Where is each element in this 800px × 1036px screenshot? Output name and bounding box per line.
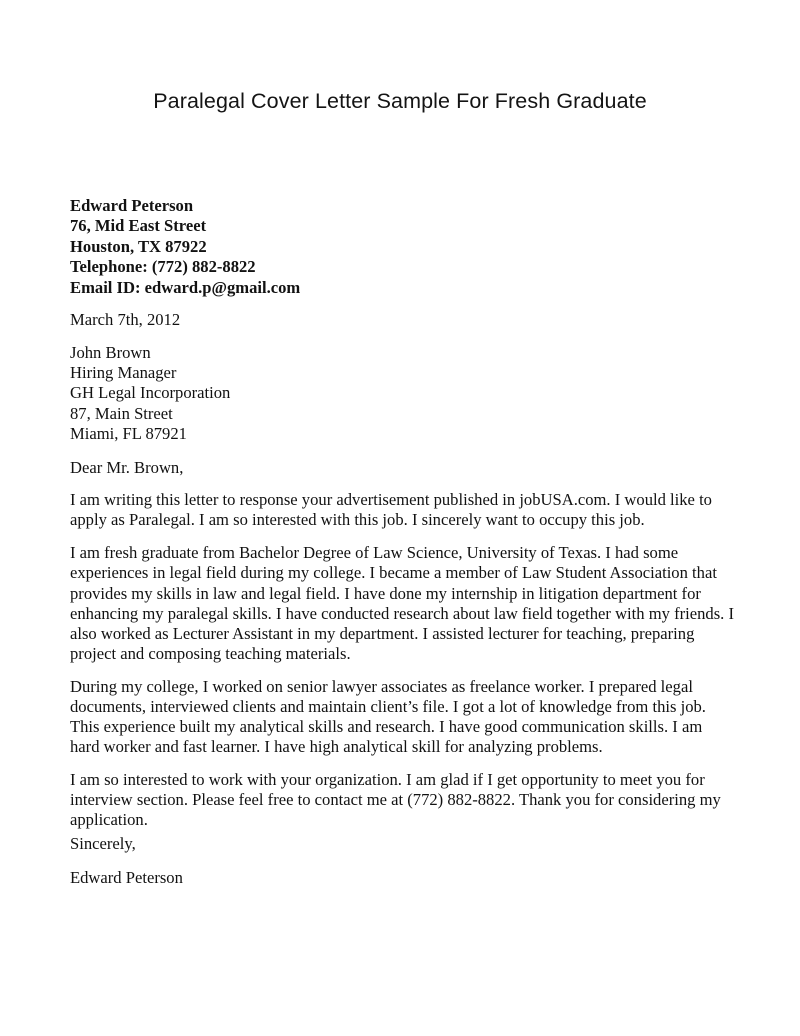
salutation: Dear Mr. Brown, <box>70 457 184 477</box>
sender-street: 76, Mid East Street <box>70 216 207 236</box>
sender-telephone: Telephone: (772) 882-8822 <box>70 257 256 277</box>
recipient-city-state-zip: Miami, FL 87921 <box>70 424 187 444</box>
recipient-job-title: Hiring Manager <box>70 363 177 383</box>
body-paragraph-1: I am writing this letter to response your advertisement published in jobUSA.com. I would like to apply as Paralegal. I am so interested with this job. I sincerely want to occupy this job. <box>70 490 712 530</box>
letter-date: March 7th, 2012 <box>70 310 181 330</box>
body-paragraph-4: I am so interested to work with your organization. I am glad if I get opportunity to meet you for interview section. Please feel free to contact me at (772) 882-8822. Thank you for considering my application. <box>70 770 721 830</box>
sender-name: Edward Peterson <box>70 196 194 215</box>
sender-city-state-zip: Houston, TX 87922 <box>70 236 207 256</box>
body-paragraph-3: During my college, I worked on senior lawyer associates as freelance worker. I prepared legal documents, interviewed clients and maintain client’s file. I got a lot of knowledge from this job. This experience built my analytical skills and research. I have good communication skills. I am hard worker and fast learner. I have high analytical skill for analyzing problems. <box>70 676 706 757</box>
letter-body <box>70 196 735 889</box>
body-paragraph-2: I am fresh graduate from Bachelor Degree of Law Science, University of Texas. I had some experiences in legal field during my college. I became a member of Law Student Association that provides my skills in law and legal field. I have done my internship in litigation department for enhancing my paralegal skills. I have conducted research about law field together with my friends. I also worked as Lecturer Assistant in my department. I assisted lecturer for teaching, preparing project and composing teaching materials. <box>70 543 734 663</box>
recipient-address-block <box>70 343 735 445</box>
recipient-name: John Brown <box>70 342 151 362</box>
closing-salutation: Sincerely, <box>70 834 136 854</box>
sender-email: Email ID: edward.p@gmail.com <box>70 277 301 297</box>
recipient-street: 87, Main Street <box>70 403 173 423</box>
page-title: Paralegal Cover Letter Sample For Fresh Graduate <box>153 89 647 113</box>
sender-address-block <box>70 196 735 298</box>
signature-name: Edward Peterson <box>70 868 183 888</box>
recipient-company: GH Legal Incorporation <box>70 383 231 403</box>
